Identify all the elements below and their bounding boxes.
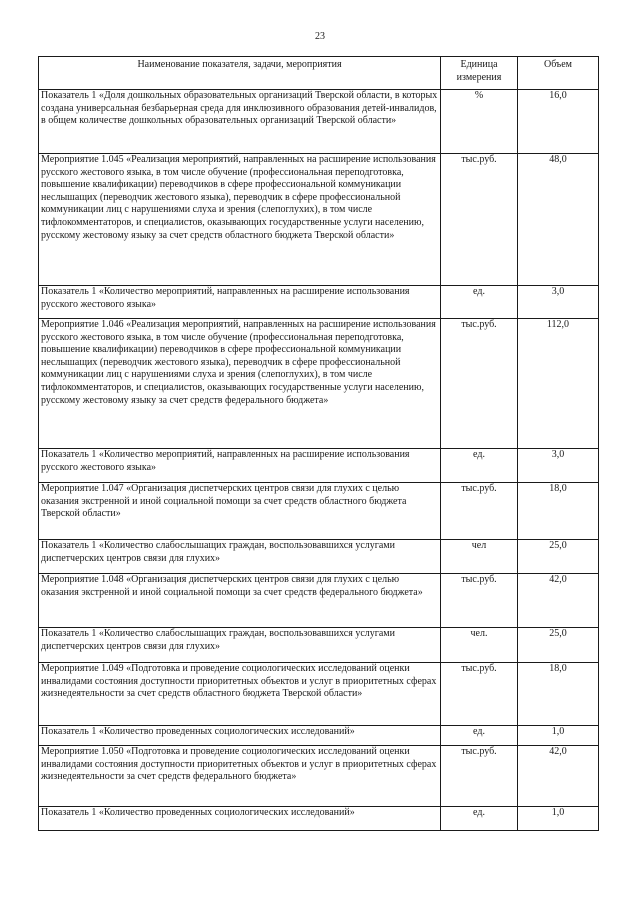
row-volume: 1,0 [518, 726, 599, 746]
table-row [39, 286, 599, 319]
table-row [39, 807, 599, 831]
row-unit: ед. [441, 726, 518, 746]
table-row [39, 319, 599, 449]
row-name: Показатель 1 «Количество мероприятий, направленных на расширение использования русского жестового языка» [39, 449, 441, 483]
row-volume: 1,0 [518, 807, 599, 831]
row-name: Показатель 1 «Количество слабослышащих граждан, воспользовавшихся услугами диспетчерских центров связи для глухих» [39, 628, 441, 663]
row-unit: тыс.руб. [441, 663, 518, 726]
table-row [39, 746, 599, 807]
row-name: Мероприятие 1.049 «Подготовка и проведение социологических исследований оценки инвалидами состояния доступности приоритетных объектов и услуг в приоритетных сферах жизнедеятельности за счет средств областного бюджета Тверской области» [39, 663, 441, 726]
row-name: Мероприятие 1.050 «Подготовка и проведение социологических исследований оценки инвалидами состояния доступности приоритетных объектов и услуг в приоритетных сферах жизнедеятельности за счет средств федерального бюджета» [39, 746, 441, 807]
row-unit: тыс.руб. [441, 574, 518, 628]
table-row [39, 574, 599, 628]
row-volume: 42,0 [518, 746, 599, 807]
row-volume: 3,0 [518, 449, 599, 483]
row-unit: тыс.руб. [441, 154, 518, 286]
row-volume: 18,0 [518, 663, 599, 726]
table-row [39, 663, 599, 726]
row-unit: ед. [441, 286, 518, 319]
row-volume: 16,0 [518, 90, 599, 154]
header-volume: Объем [518, 57, 599, 90]
table-row [39, 154, 599, 286]
row-volume: 48,0 [518, 154, 599, 286]
row-name: Показатель 1 «Количество слабослышащих граждан, воспользовавшихся услугами диспетчерских центров связи для глухих» [39, 540, 441, 574]
row-name: Мероприятие 1.046 «Реализация мероприятий, направленных на расширение использования русского жестового языка, в том числе обучение (профессиональная переподготовка, повышение квалификации) переводчиков в сфере профессиональной коммуникации неслышащих (переводчик жестового языка), переводчик в сфере профессиональной коммуникации лиц с нарушениями слуха и зрения (слепоглухих), в том числе тифлокомментаторов, и специалистов, оказывающих государственные услуги населению, русскому жестовому языку за счет средств федерального бюджета» [39, 319, 441, 449]
row-volume: 3,0 [518, 286, 599, 319]
row-unit: тыс.руб. [441, 746, 518, 807]
table-row [39, 483, 599, 540]
row-unit: ед. [441, 449, 518, 483]
indicators-table [38, 56, 599, 831]
row-name: Показатель 1 «Количество проведенных социологических исследований» [39, 807, 441, 831]
row-volume: 25,0 [518, 540, 599, 574]
table-row [39, 726, 599, 746]
row-unit: тыс.руб. [441, 483, 518, 540]
row-volume: 112,0 [518, 319, 599, 449]
table-row [39, 628, 599, 663]
row-name: Показатель 1 «Количество проведенных социологических исследований» [39, 726, 441, 746]
row-name: Показатель 1 «Доля дошкольных образовательных организаций Тверской области, в которых создана универсальная безбарьерная среда для инклюзивного образования детей-инвалидов, в общем количестве дошкольных образовательных организаций Тверской области» [39, 90, 441, 154]
row-unit: ед. [441, 807, 518, 831]
header-name: Наименование показателя, задачи, мероприятия [39, 57, 441, 90]
row-volume: 18,0 [518, 483, 599, 540]
row-name: Мероприятие 1.047 «Организация диспетчерских центров связи для глухих с целью оказания экстренной и иной социальной помощи за счет средств областного бюджета Тверской области» [39, 483, 441, 540]
row-volume: 42,0 [518, 574, 599, 628]
row-name: Мероприятие 1.045 «Реализация мероприятий, направленных на расширение использования русского жестового языка, в том числе обучение (профессиональная переподготовка, повышение квалификации) переводчиков в сфере профессиональной коммуникации неслышащих (переводчик жестового языка), переводчик в сфере профессиональной коммуникации лиц с нарушениями слуха и зрения (слепоглухих), в том числе тифлокомментаторов, и специалистов, оказывающих государственные услуги населению, русскому жестовому языку за счет средств областного бюджета Тверской области» [39, 154, 441, 286]
page-number: 23 [315, 31, 325, 42]
row-name: Мероприятие 1.048 «Организация диспетчерских центров связи для глухих с целью оказания экстренной и иной социальной помощи за счет средств федерального бюджета» [39, 574, 441, 628]
table-row [39, 540, 599, 574]
row-unit: % [441, 90, 518, 154]
row-volume: 25,0 [518, 628, 599, 663]
table-row [39, 90, 599, 154]
row-unit: чел [441, 540, 518, 574]
row-unit: чел. [441, 628, 518, 663]
table-row [39, 449, 599, 483]
table-header-row [39, 57, 599, 90]
row-unit: тыс.руб. [441, 319, 518, 449]
row-name: Показатель 1 «Количество мероприятий, направленных на расширение использования русского жестового языка» [39, 286, 441, 319]
header-unit: Единица измерения [441, 57, 518, 90]
